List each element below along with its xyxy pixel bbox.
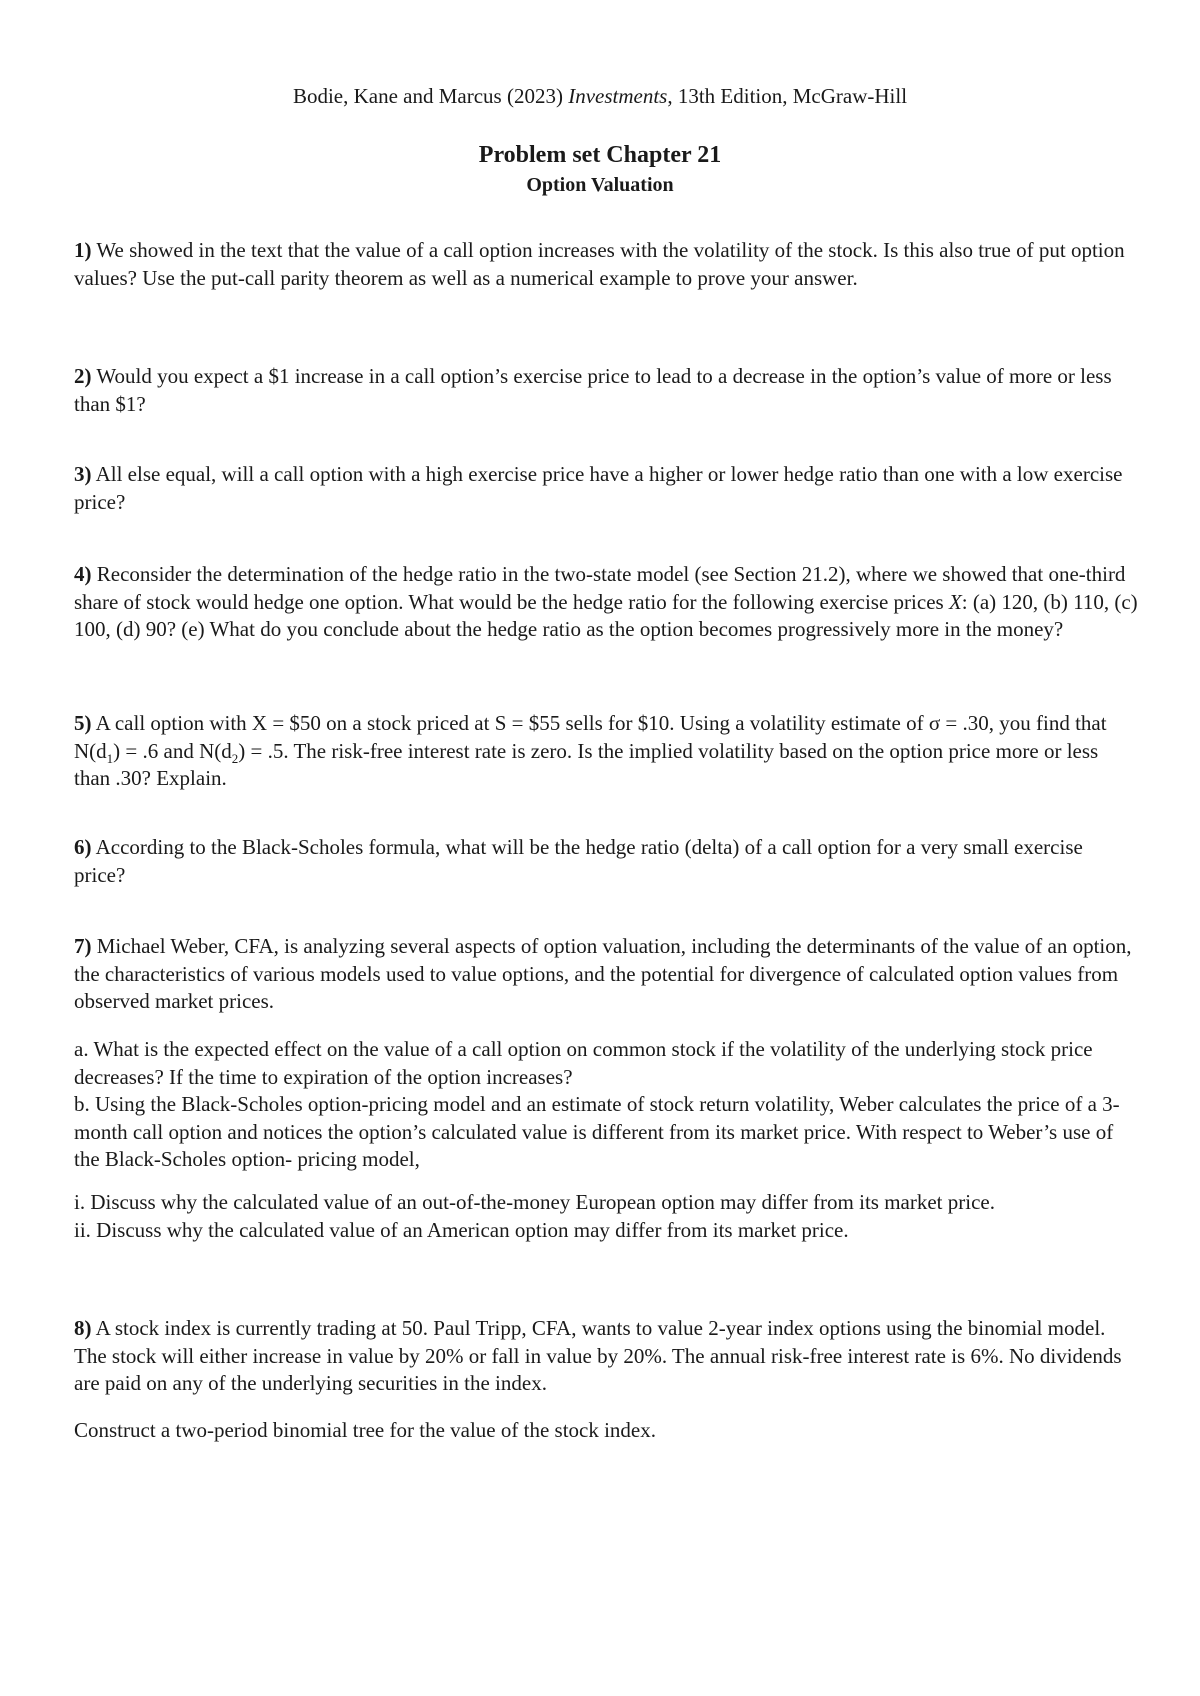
question-number: 3) (74, 462, 92, 486)
question-7-part-ii: ii. Discuss why the calculated value of an American option may differ from its market price. (74, 1217, 849, 1242)
citation-authors: Bodie, Kane and Marcus (2023) (292, 84, 569, 108)
variable-x: X (948, 589, 962, 614)
subscript-1: 1 (106, 750, 114, 766)
question-7-part-a: a. What is the expected effect on the value of a call option on common stock if the volatility of the underlying stock price decreases? If the time to expiration of the option increases? (74, 1037, 1093, 1089)
question-text: We showed in the text that the value of a call option increases with the volatility of the stock. Is this also true of put option values? Use the put-call parity theorem as well as a numerical example to prove your answer. (74, 238, 1125, 290)
question-7 (74, 933, 1138, 1016)
page-title: Problem set Chapter 21 (478, 142, 722, 168)
question-text: A call option with X = $50 on a stock priced at S = $55 sells for $10. Using a volatility estimate of σ = .30, you find that N(d (74, 711, 1107, 763)
question-7-part-i: i. Discuss why the calculated value of an out-of-the-money European option may differ from its market price. (74, 1190, 995, 1214)
question-number: 7) (74, 934, 92, 958)
question-2 (74, 363, 1138, 418)
question-8 (74, 1315, 1138, 1398)
question-number: 5) (74, 711, 92, 735)
citation-line (0, 82, 1200, 110)
question-3 (74, 461, 1138, 516)
question-text-cont: ) = .6 and N(d (113, 738, 232, 763)
question-text: All else equal, will a call option with a high exercise price have a higher or lower hedge ratio than one with a low exercise price? (74, 462, 1123, 514)
question-text: Would you expect a $1 increase in a call option’s exercise price to lead to a decrease in the option’s value of more or less than $1? (74, 364, 1112, 416)
question-text-end: ) = .5. The risk-free interest rate is zero. Is the implied volatility based on the option price more or less than .30? Explain. (74, 738, 1099, 790)
question-text: Michael Weber, CFA, is analyzing several aspects of option valuation, including the determinants of the value of an option, the characteristics of various models used to value options, and the potential for divergence of calculated option values from observed market prices. (74, 934, 1132, 1013)
question-8-followup (74, 1417, 1138, 1445)
question-number: 6) (74, 835, 92, 859)
page-subtitle: Option Valuation (526, 174, 674, 196)
question-6 (74, 834, 1138, 889)
question-number: 8) (74, 1316, 92, 1340)
question-text: Reconsider the determination of the hedge ratio in the two-state model (see Section 21.2), where we showed that one-third share of stock would hedge one option. What would be the hedge ratio for the following exercise prices (74, 562, 1126, 614)
question-7-subparts (74, 1189, 1138, 1244)
question-8-instruction: Construct a two-period binomial tree for the value of the stock index. (74, 1418, 657, 1442)
subscript-2: 2 (231, 750, 239, 766)
question-number: 4) (74, 562, 92, 586)
question-text: According to the Black-Scholes formula, what will be the hedge ratio (delta) of a call option for a very small exercise price? (74, 835, 1083, 887)
question-text: A stock index is currently trading at 50. Paul Tripp, CFA, wants to value 2-year index options using the binomial model. The stock will either increase in value by 20% or fall in value by 20%. The annual risk-free interest rate is 6%. No dividends are paid on any of the underlying securities in the index. (74, 1316, 1122, 1395)
question-7-part-b: b. Using the Black-Scholes option-pricing model and an estimate of stock return volatility, Weber calculates the price of a 3-month call option and notices the option’s calculated value is different from its market price. With respect to Weber’s use of the Black-Scholes option- pricing model, (74, 1092, 1120, 1171)
citation-book-title: Investments (568, 84, 668, 108)
question-1 (74, 237, 1138, 292)
question-number: 2) (74, 364, 92, 388)
question-4 (74, 561, 1138, 644)
question-7-parts-ab (74, 1036, 1138, 1174)
citation-edition: , 13th Edition, McGraw-Hill (667, 84, 908, 108)
question-number: 1) (74, 238, 92, 262)
question-5 (74, 710, 1138, 793)
question-text-cont: : (a) 120, (b) 110, (c) 100, (d) 90? (e) What do you conclude about the hedge ratio as the option becomes progressively more in the money? (74, 589, 1138, 641)
